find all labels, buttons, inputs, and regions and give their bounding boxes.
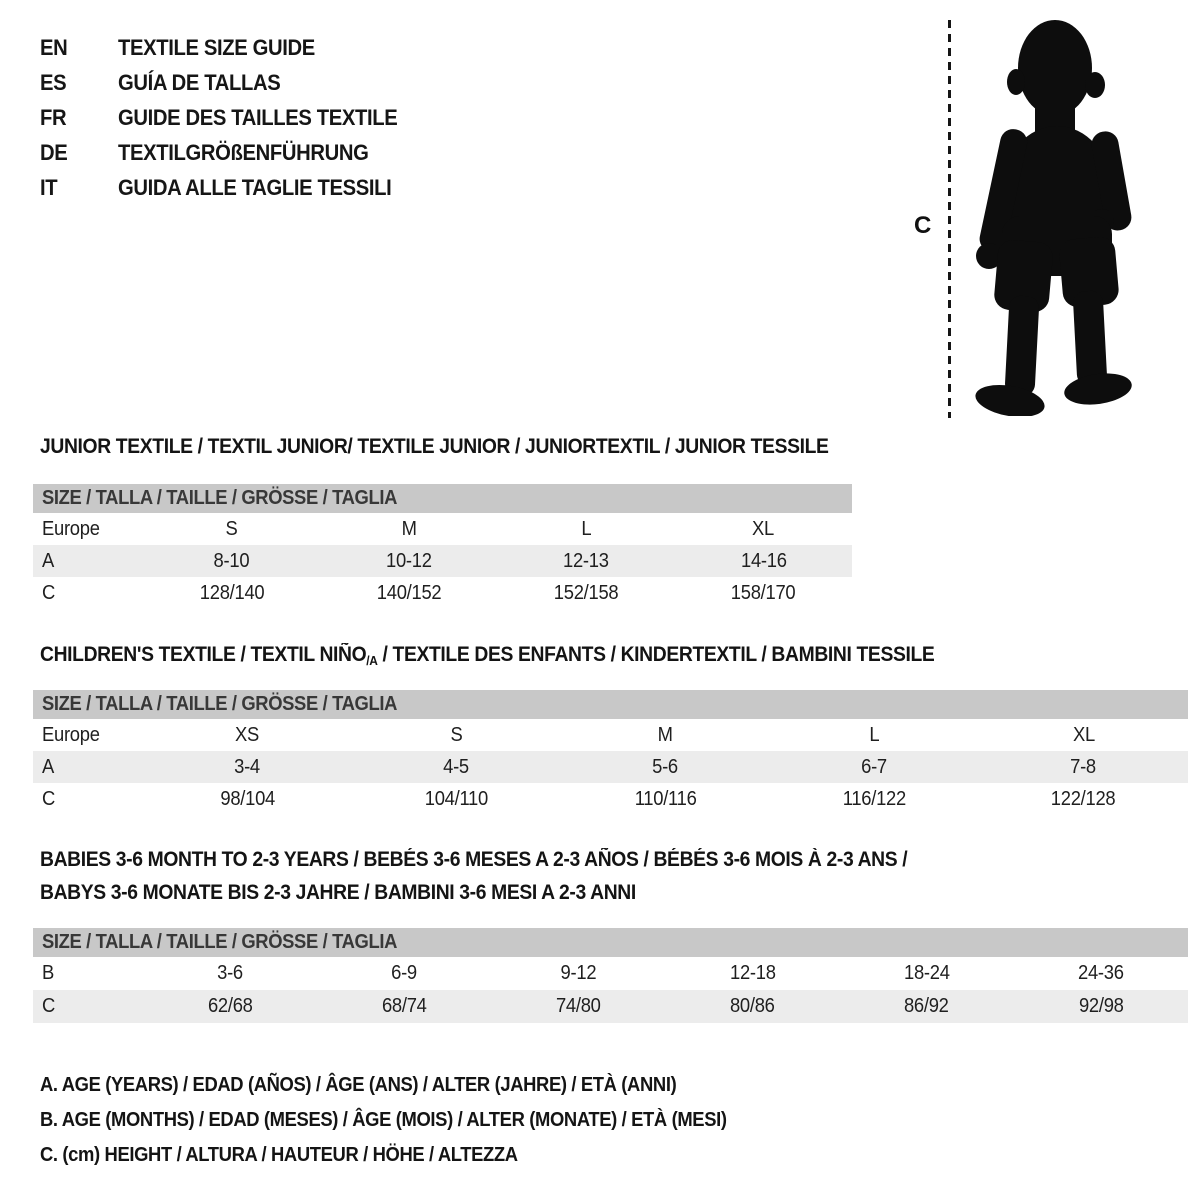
legend-line-c: C. (cm) HEIGHT / ALTURA / HAUTEUR / HÖHE / ALTEZZA	[40, 1144, 518, 1166]
size-cell: 7-8	[1070, 755, 1097, 778]
size-cell: 62/68	[207, 995, 253, 1017]
table-row-europe	[33, 719, 1188, 751]
toddler-silhouette-icon	[962, 16, 1137, 416]
size-cell: 6-9	[391, 962, 418, 984]
size-cell: XL	[752, 517, 775, 540]
nino-a-subscript: /A	[366, 653, 378, 668]
size-cell: 86/92	[904, 995, 950, 1017]
measure-label-c: C	[914, 212, 932, 239]
babies-section-title: BABIES 3-6 MONTH TO 2-3 YEARS / BEBÉS 3-6 MESES A 2-3 AÑOS / BÉBÉS 3-6 MOIS À 2-3 ANS / BABYS 3-6 MONATE BIS 2-3 JAHRE / BAMBINI 3-6 MESI A 2-3 ANNI	[40, 848, 908, 904]
size-cell: 74/80	[556, 995, 601, 1017]
measurement-legend	[40, 1068, 786, 1173]
language-code: IT	[40, 174, 58, 200]
language-code: EN	[40, 34, 68, 60]
babies-size-table	[33, 928, 1188, 1023]
language-title: TEXTILGRÖßENFÜHRUNG	[118, 139, 369, 165]
size-cell: 3-6	[217, 962, 243, 984]
language-code: ES	[40, 69, 67, 95]
size-cell: S	[450, 723, 463, 746]
size-cell: 6-7	[861, 755, 888, 778]
row-label: B	[42, 962, 55, 984]
row-label: A	[42, 549, 55, 572]
legend-line-b: B. AGE (MONTHS) / EDAD (MESES) / ÂGE (MOIS) / ALTER (MONATE) / ETÀ (MESI)	[40, 1109, 727, 1131]
size-cell: 18-24	[903, 962, 950, 984]
size-cell: 110/116	[634, 787, 697, 810]
size-cell: 128/140	[199, 581, 264, 604]
size-cell: 9-12	[560, 962, 597, 984]
language-row-de	[40, 135, 422, 170]
language-row-it	[40, 170, 422, 205]
height-measure-dashed-line	[948, 20, 951, 418]
row-label: Europe	[42, 517, 100, 540]
size-cell: 10-12	[386, 549, 432, 572]
size-cell: S	[225, 517, 238, 540]
row-label: A	[42, 755, 55, 778]
row-label: C	[42, 995, 56, 1017]
size-header-bar: SIZE / TALLA / TAILLE / GRÖSSE / TAGLIA	[33, 690, 1188, 719]
table-row-age-years	[33, 751, 1188, 783]
size-cell: 3-4	[234, 755, 261, 778]
size-cell: 14-16	[740, 549, 787, 572]
size-cell: 12-13	[563, 549, 609, 572]
junior-size-table	[33, 484, 852, 609]
size-cell: 5-6	[652, 755, 679, 778]
language-list	[40, 30, 422, 205]
table-row-europe	[33, 513, 852, 545]
language-title: GUIDA ALLE TAGLIE TESSILI	[118, 174, 392, 200]
legend-line-a: A. AGE (YEARS) / EDAD (AÑOS) / ÂGE (ANS) / ALTER (JAHRE) / ETÀ (ANNI)	[40, 1074, 677, 1096]
size-cell: XL	[1072, 723, 1095, 746]
language-title: GUIDE DES TAILLES TEXTILE	[118, 104, 398, 130]
table-row-height-cm	[33, 783, 1188, 815]
table-row-age-months	[33, 957, 1188, 990]
size-cell: 152/158	[553, 581, 619, 604]
size-cell: M	[401, 517, 417, 540]
table-row-height-cm	[33, 577, 852, 609]
size-cell: 68/74	[381, 995, 427, 1017]
table-row-height-cm	[33, 990, 1188, 1023]
row-label: C	[42, 581, 56, 604]
size-cell: 116/122	[842, 787, 907, 810]
size-cell: L	[581, 517, 592, 540]
size-cell: 8-10	[213, 549, 250, 572]
language-code: DE	[40, 139, 68, 165]
language-title: TEXTILE SIZE GUIDE	[118, 34, 315, 60]
children-size-table	[33, 690, 1188, 815]
row-label: C	[42, 787, 56, 810]
size-cell: 140/152	[376, 581, 442, 604]
size-cell: 12-18	[729, 962, 776, 984]
junior-section-title: JUNIOR TEXTILE / TEXTIL JUNIOR/ TEXTILE JUNIOR / JUNIORTEXTIL / JUNIOR TESSILE	[40, 435, 829, 458]
size-header-bar: SIZE / TALLA / TAILLE / GRÖSSE / TAGLIA	[33, 928, 1188, 957]
size-header-bar: SIZE / TALLA / TAILLE / GRÖSSE / TAGLIA	[33, 484, 852, 513]
size-cell: 98/104	[220, 787, 275, 810]
size-cell: 4-5	[443, 755, 470, 778]
size-cell: 80/86	[730, 995, 775, 1017]
language-row-es	[40, 65, 422, 100]
size-cell: 24-36	[1078, 962, 1124, 984]
row-label: Europe	[42, 723, 100, 746]
table-row-age-years	[33, 545, 852, 577]
size-cell: 104/110	[424, 787, 489, 810]
size-cell: XS	[235, 723, 260, 746]
size-cell: 92/98	[1078, 995, 1124, 1017]
language-row-en	[40, 30, 422, 65]
size-cell: M	[657, 723, 674, 746]
size-cell: 158/170	[731, 581, 796, 604]
children-section-title: CHILDREN'S TEXTILE / TEXTIL NIÑO/A / TEXTILE DES ENFANTS / KINDERTEXTIL / BAMBINI TESSILE	[40, 643, 935, 668]
size-cell: 122/128	[1051, 787, 1116, 810]
language-code: FR	[40, 104, 67, 130]
language-row-fr	[40, 100, 422, 135]
size-cell: L	[869, 723, 880, 746]
language-title: GUÍA DE TALLAS	[118, 69, 281, 95]
